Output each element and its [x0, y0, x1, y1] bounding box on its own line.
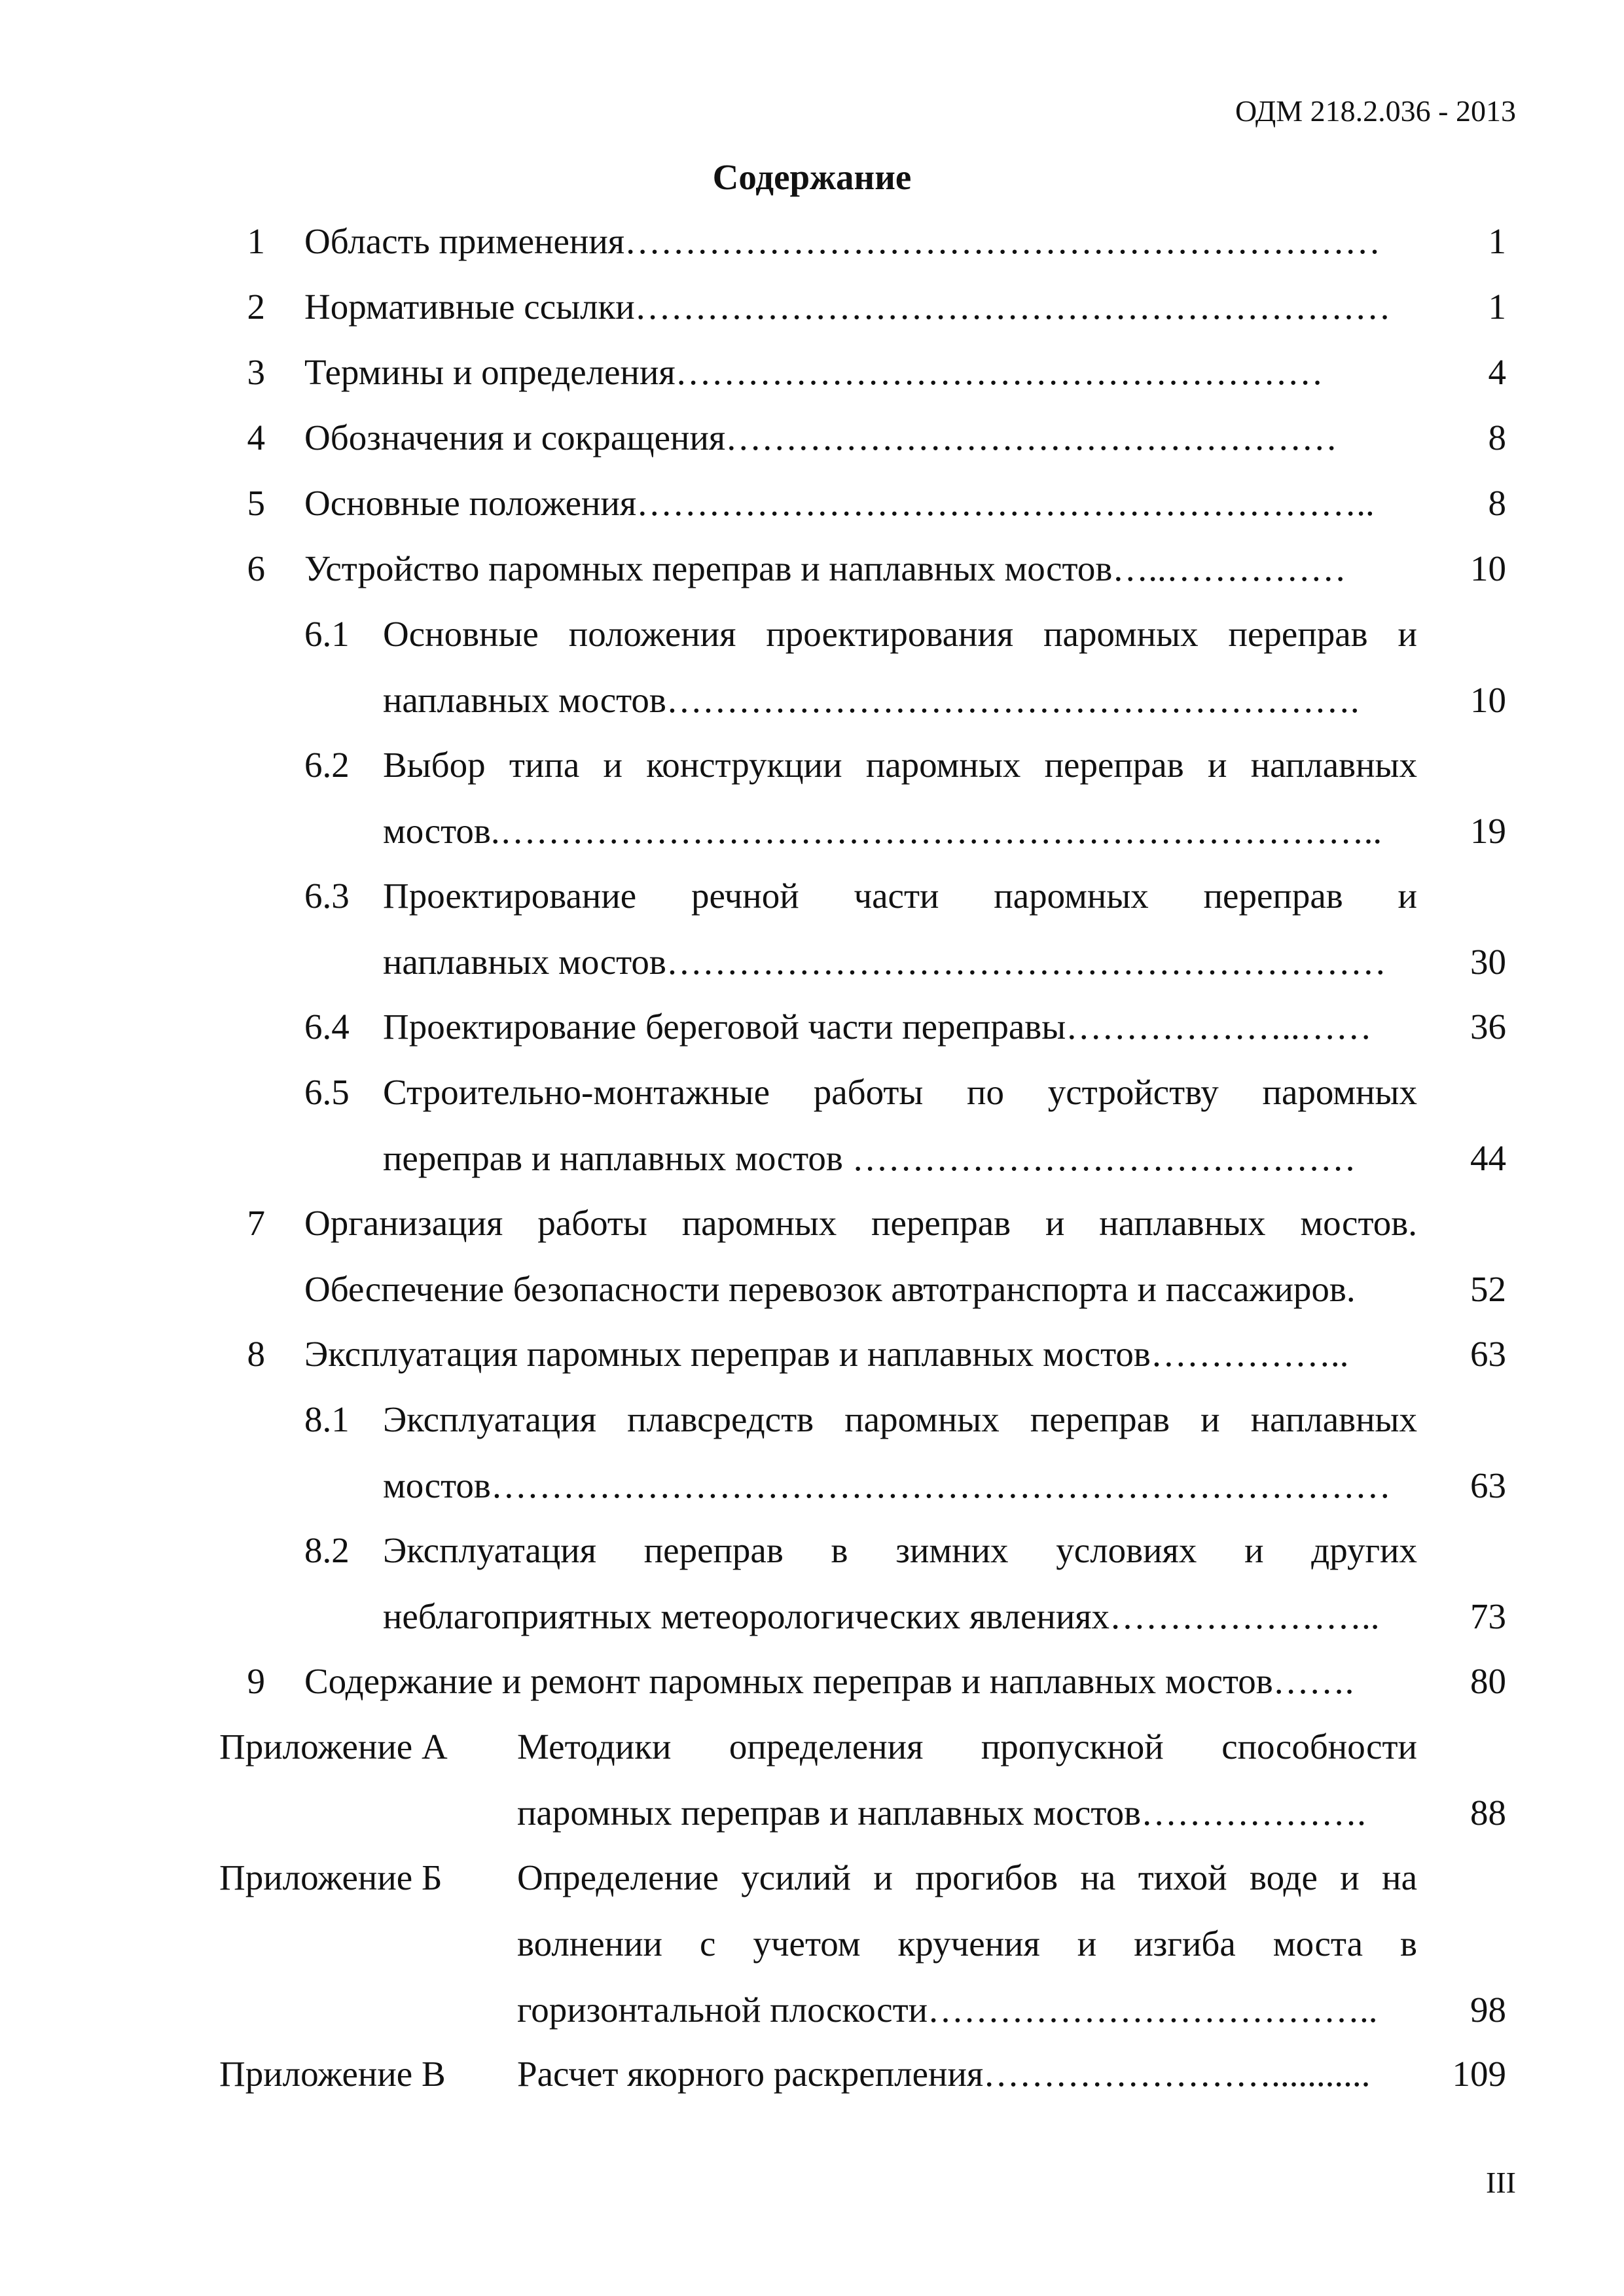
toc-entry-text: Организация работы паромных переправ и наплавных мостов. [304, 1203, 1417, 1243]
toc-entry [0, 1713, 1624, 1846]
toc-entry-text: Проектирование речной части паромных переправ и [383, 876, 1417, 916]
toc-entry-number: 9 [247, 1661, 265, 1701]
toc-entry-page: 109 [1452, 2054, 1506, 2094]
toc-entry-text: мостов………………………………………………………………… [383, 1465, 1391, 1505]
toc-entry-page: 80 [1470, 1661, 1506, 1701]
toc-entry-number: 2 [247, 287, 265, 327]
document-code: ОДМ 218.2.036 - 2013 [1235, 94, 1516, 128]
toc-entry-text: Термины и определения……………………………………………… [304, 352, 1324, 392]
toc-entry-text: Обозначения и сокращения…………………………………………… [304, 418, 1338, 457]
toc-entry-text: Основные положения проектирования паромных переправ и [383, 614, 1417, 654]
toc-entry-page: 98 [1470, 1990, 1506, 2030]
toc-entry [0, 994, 1624, 1060]
toc-entry [0, 339, 1624, 405]
toc-entry-text: Эксплуатация переправ в зимних условиях и других [383, 1530, 1417, 1570]
toc-entry-number: 3 [247, 352, 265, 392]
toc-entry-text: наплавных мостов…………………………………………………. [383, 680, 1360, 720]
toc-entry [0, 2041, 1624, 2107]
toc-entry-number: 8.1 [304, 1399, 350, 1439]
toc-entry-text: Методики определения пропускной способности [517, 1727, 1417, 1767]
toc-entry [0, 863, 1624, 995]
toc-entry-number: 6.4 [304, 1007, 350, 1047]
toc-entry [0, 208, 1624, 274]
toc-entry-page: 73 [1470, 1596, 1506, 1636]
toc-entry-text: мостов.……………………………………………………………….. [383, 811, 1382, 851]
toc-entry [0, 1321, 1624, 1387]
toc-entry [0, 601, 1624, 733]
toc-entry-text: паромных переправ и наплавных мостов………………. [517, 1793, 1366, 1833]
toc-entry-text: горизонтальной плоскости……………………………….. [517, 1990, 1378, 2030]
toc-entry-page: 30 [1470, 942, 1506, 982]
toc-entry-number: 6.2 [304, 745, 350, 785]
toc-entry-text: волнении с учетом кручения и изгиба моста в [517, 1924, 1417, 1964]
toc-entry-text: Устройство паромных переправ и наплавных мостов…..…………… [304, 548, 1346, 588]
toc-entry [0, 1844, 1624, 2043]
toc-entry [0, 404, 1624, 471]
toc-entry-text: Основные положения…………………………………………………….. [304, 483, 1375, 523]
toc-entry [0, 1190, 1624, 1322]
toc-entry [0, 732, 1624, 864]
toc-entry-page: 36 [1470, 1007, 1506, 1047]
toc-entry-text: Содержание и ремонт паромных переправ и наплавных мостов……. [304, 1661, 1354, 1701]
toc-entry-page: 63 [1470, 1334, 1506, 1374]
toc-entry [0, 1517, 1624, 1649]
toc-entry-page: 88 [1470, 1793, 1506, 1833]
toc-entry-page: 44 [1470, 1138, 1506, 1178]
toc-entry-number: 6.1 [304, 614, 350, 654]
toc-entry-number: Приложение Б [219, 1857, 442, 1897]
toc-entry-text: Обеспечение безопасности перевозок автотранспорта и пассажиров. [304, 1269, 1356, 1309]
toc-entry-page: 4 [1488, 352, 1506, 392]
toc-entry [0, 1059, 1624, 1191]
toc-entry-number: 7 [247, 1203, 265, 1243]
toc-entry-page: 1 [1488, 221, 1506, 261]
toc-entry-number: Приложение В [219, 2054, 446, 2094]
toc-entry-text: Эксплуатация паромных переправ и наплавных мостов…………….. [304, 1334, 1349, 1374]
toc-entry-text: наплавных мостов…………………………………………………… [383, 942, 1386, 982]
toc-entry-page: 8 [1488, 483, 1506, 523]
toc-entry-text: Проектирование береговой части переправы………………..…… [383, 1007, 1372, 1047]
toc-entry-number: 4 [247, 418, 265, 457]
toc-entry-page: 1 [1488, 287, 1506, 327]
toc-entry-page: 52 [1470, 1269, 1506, 1309]
toc-entry-text: переправ и наплавных мостов …………………………………… [383, 1138, 1356, 1178]
toc-entry-number: 8 [247, 1334, 265, 1374]
toc-entry [0, 535, 1624, 601]
toc-entry-number: 6.3 [304, 876, 350, 916]
toc-entry-page: 19 [1470, 811, 1506, 851]
toc-title: Содержание [712, 157, 912, 197]
toc-entry-page: 10 [1470, 548, 1506, 588]
page-number: III [1486, 2166, 1516, 2199]
toc-entry [0, 470, 1624, 536]
toc-entry-text: Строительно-монтажные работы по устройству паромных [383, 1072, 1417, 1112]
toc-entry-number: 8.2 [304, 1530, 350, 1570]
toc-entry-page: 63 [1470, 1465, 1506, 1505]
toc-entry-text: Определение усилий и прогибов на тихой воде и на [517, 1857, 1417, 1897]
toc-entry-number: 6.5 [304, 1072, 350, 1112]
toc-entry-page: 10 [1470, 680, 1506, 720]
toc-entry [0, 1648, 1624, 1714]
toc-entry-text: Расчет якорного раскрепления……………………........... [517, 2054, 1371, 2094]
toc-entry-text: Эксплуатация плавсредств паромных переправ и наплавных [383, 1399, 1417, 1439]
toc-entry-number: 1 [247, 221, 265, 261]
toc-entry-number: 5 [247, 483, 265, 523]
toc-entry-text: неблагоприятных метеорологических явлениях………………….. [383, 1596, 1380, 1636]
toc-entry-text: Выбор типа и конструкции паромных переправ и наплавных [383, 745, 1417, 785]
toc-entry-text: Область применения……………………………………………………… [304, 221, 1381, 261]
toc-entry-page: 8 [1488, 418, 1506, 457]
toc-entry-number: 6 [247, 548, 265, 588]
toc-entry-number: Приложение А [219, 1727, 448, 1767]
toc-entry [0, 274, 1624, 340]
toc-entry-text: Нормативные ссылки……………………………………………………… [304, 287, 1391, 327]
toc-entry [0, 1386, 1624, 1518]
